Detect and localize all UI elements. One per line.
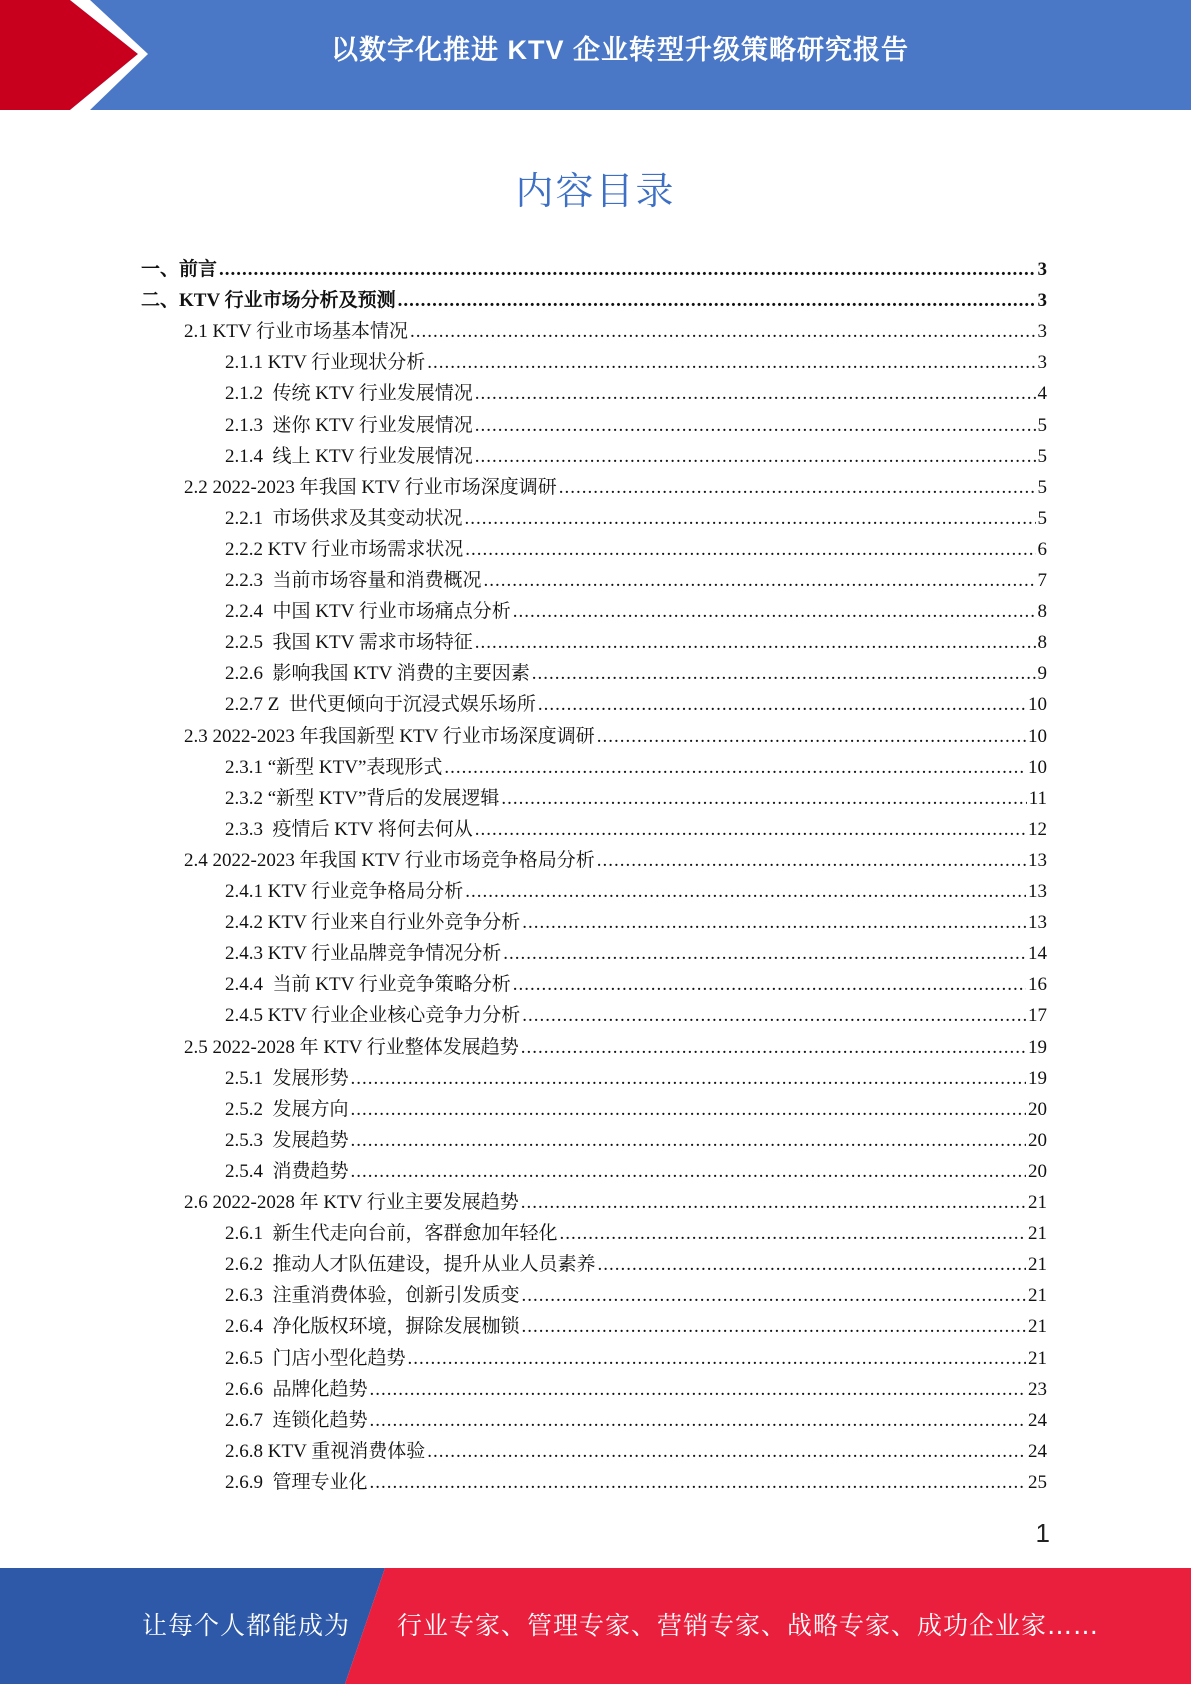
- toc-entry-page: 11: [1028, 788, 1047, 809]
- toc-dot-leader: [475, 410, 1036, 441]
- toc-dot-leader: [427, 347, 1035, 378]
- toc-entry-label: 2.6.3 注重消费体验，创新引发质变: [225, 1285, 520, 1306]
- toc-entry-label: 2.3.1 “新型 KTV”表现形式: [225, 757, 443, 778]
- toc-dot-leader: [521, 1187, 1026, 1218]
- toc-entry-page: 19: [1028, 1068, 1047, 1089]
- toc-entry-label: 二、KTV 行业市场分析及预测: [141, 290, 396, 311]
- toc-entry-label: 2.2 2022-2023 年我国 KTV 行业市场深度调研: [184, 477, 557, 498]
- toc-entry-page: 5: [1037, 446, 1047, 467]
- toc-entry-label: 2.5.3 发展趋势: [225, 1130, 349, 1151]
- toc-entry-label: 2.2.1 市场供求及其变动状况: [225, 508, 463, 529]
- toc-entry[interactable]: [225, 1467, 1047, 1498]
- toc-entry-label: 2.1.1 KTV 行业现状分析: [225, 352, 426, 373]
- toc-dot-leader: [351, 1063, 1026, 1094]
- toc-entry[interactable]: [225, 1374, 1047, 1405]
- toc-entry-page: 3: [1037, 321, 1047, 342]
- toc-dot-leader: [475, 814, 1026, 845]
- toc-entry[interactable]: [225, 876, 1047, 907]
- toc-entry-page: 3: [1037, 290, 1047, 311]
- toc-entry-page: 20: [1028, 1130, 1047, 1151]
- toc-entry-label: 2.5.1 发展形势: [225, 1068, 349, 1089]
- toc-dot-leader: [501, 783, 1026, 814]
- toc-entry-page: 4: [1037, 383, 1047, 404]
- toc-dot-leader: [410, 316, 1036, 347]
- toc-entry-page: 3: [1037, 259, 1047, 280]
- toc-dot-leader: [597, 845, 1026, 876]
- toc-entry-page: 10: [1028, 726, 1047, 747]
- toc-entry[interactable]: [225, 1436, 1047, 1467]
- toc-entry[interactable]: [184, 1187, 1047, 1218]
- toc-entry-label: 2.6.2 推动人才队伍建设，提升从业人员素养: [225, 1254, 596, 1275]
- toc-entry-page: 10: [1028, 694, 1047, 715]
- toc-entry-page: 6: [1037, 539, 1047, 560]
- toc-dot-leader: [219, 254, 1035, 285]
- toc-entry[interactable]: [225, 565, 1047, 596]
- toc-entry-page: 17: [1028, 1005, 1047, 1026]
- toc-entry-label: 2.4.2 KTV 行业来自行业外竞争分析: [225, 912, 521, 933]
- toc-dot-leader: [559, 472, 1036, 503]
- toc-entry-page: 5: [1037, 477, 1047, 498]
- toc-entry-page: 21: [1028, 1254, 1047, 1275]
- toc-entry-label: 2.4.5 KTV 行业企业核心竞争力分析: [225, 1005, 521, 1026]
- toc-entry[interactable]: [225, 596, 1047, 627]
- toc-entry-label: 2.6.9 管理专业化: [225, 1472, 368, 1493]
- toc-entry-label: 2.5 2022-2028 年 KTV 行业整体发展趋势: [184, 1037, 519, 1058]
- toc-entry-label: 2.2.5 我国 KTV 需求市场特征: [225, 632, 473, 653]
- toc-dot-leader: [503, 938, 1026, 969]
- toc-dot-leader: [465, 503, 1036, 534]
- toc-dot-leader: [351, 1156, 1026, 1187]
- header-chevron-logo: [0, 0, 150, 110]
- toc-entry-page: 5: [1037, 508, 1047, 529]
- toc-entry-page: 21: [1028, 1192, 1047, 1213]
- toc-dot-leader: [475, 441, 1036, 472]
- toc-entry-label: 2.4.3 KTV 行业品牌竞争情况分析: [225, 943, 502, 964]
- toc-entry[interactable]: [225, 1311, 1047, 1342]
- toc-entry-label: 2.1 KTV 行业市场基本情况: [184, 321, 408, 342]
- toc-entry[interactable]: [225, 752, 1047, 783]
- toc-entry[interactable]: [225, 1343, 1047, 1374]
- toc-entry-page: 12: [1028, 819, 1047, 840]
- toc-entry[interactable]: [184, 1032, 1047, 1063]
- toc-entry-page: 9: [1037, 663, 1047, 684]
- toc-entry-label: 2.3.3 疫情后 KTV 将何去何从: [225, 819, 473, 840]
- toc-entry-page: 21: [1028, 1316, 1047, 1337]
- toc-dot-leader: [370, 1405, 1026, 1436]
- toc-entry-page: 20: [1028, 1161, 1047, 1182]
- toc-entry[interactable]: [225, 347, 1047, 378]
- toc-entry[interactable]: [225, 783, 1047, 814]
- toc-entry-page: 13: [1028, 912, 1047, 933]
- toc-entry-label: 2.2.2 KTV 行业市场需求状况: [225, 539, 464, 560]
- toc-entry[interactable]: [225, 1405, 1047, 1436]
- toc-entry-label: 2.2.4 中国 KTV 行业市场痛点分析: [225, 601, 511, 622]
- toc-dot-leader: [597, 721, 1026, 752]
- toc-entry-page: 8: [1037, 632, 1047, 653]
- toc-entry-page: 5: [1037, 415, 1047, 436]
- toc-entry[interactable]: [225, 627, 1047, 658]
- toc-entry-label: 2.6.1 新生代走向台前，客群愈加年轻化: [225, 1223, 558, 1244]
- toc-entry-page: 8: [1037, 601, 1047, 622]
- toc-dot-leader: [408, 1343, 1026, 1374]
- toc-entry-label: 2.1.4 线上 KTV 行业发展情况: [225, 446, 473, 467]
- toc-entry[interactable]: [225, 689, 1047, 720]
- toc-entry-page: 3: [1037, 352, 1047, 373]
- toc-entry-page: 13: [1028, 881, 1047, 902]
- toc-dot-leader: [475, 627, 1036, 658]
- toc-dot-leader: [521, 1032, 1026, 1063]
- toc-dot-leader: [475, 378, 1036, 409]
- toc-dot-leader: [598, 1249, 1026, 1280]
- toc-entry-page: 25: [1028, 1472, 1047, 1493]
- toc-entry[interactable]: [225, 534, 1047, 565]
- header-banner: [0, 0, 1191, 110]
- toc-entry-label: 2.6.6 品牌化趋势: [225, 1379, 368, 1400]
- toc-entry-page: 23: [1028, 1379, 1047, 1400]
- toc-entry-label: 2.2.6 影响我国 KTV 消费的主要因素: [225, 663, 530, 684]
- toc-entry-page: 20: [1028, 1099, 1047, 1120]
- toc-dot-leader: [522, 907, 1026, 938]
- toc-entry-label: 2.2.7 Z 世代更倾向于沉浸式娱乐场所: [225, 694, 536, 715]
- toc-entry-label: 2.3.2 “新型 KTV”背后的发展逻辑: [225, 788, 500, 809]
- toc-entry-page: 24: [1028, 1410, 1047, 1431]
- toc-entry[interactable]: [184, 845, 1047, 876]
- toc-dot-leader: [538, 689, 1026, 720]
- toc-entry-label: 2.6.8 KTV 重视消费体验: [225, 1441, 426, 1462]
- toc-entry[interactable]: [225, 378, 1047, 409]
- toc-entry-label: 2.5.2 发展方向: [225, 1099, 349, 1120]
- toc-entry-page: 21: [1028, 1223, 1047, 1244]
- toc-dot-leader: [370, 1374, 1026, 1405]
- toc-dot-leader: [427, 1436, 1026, 1467]
- toc-dot-leader: [465, 876, 1026, 907]
- footer-slogan-right: 行业专家、管理专家、营销专家、战略专家、成功企业家……: [397, 1611, 1100, 1640]
- toc-dot-leader: [513, 596, 1036, 627]
- toc-entry[interactable]: [225, 503, 1047, 534]
- toc-entry-label: 2.6 2022-2028 年 KTV 行业主要发展趋势: [184, 1192, 519, 1213]
- toc-entry-label: 2.4.1 KTV 行业竞争格局分析: [225, 881, 464, 902]
- toc-dot-leader: [465, 534, 1035, 565]
- toc-entry[interactable]: [184, 472, 1047, 503]
- toc-dot-leader: [522, 1000, 1026, 1031]
- toc-dot-leader: [484, 565, 1036, 596]
- toc-entry[interactable]: [225, 1249, 1047, 1280]
- toc-entry-page: 13: [1028, 850, 1047, 871]
- toc-entry[interactable]: [225, 410, 1047, 441]
- toc-entry-label: 2.4 2022-2023 年我国 KTV 行业市场竞争格局分析: [184, 850, 595, 871]
- toc-entry-label: 2.6.5 门店小型化趋势: [225, 1348, 406, 1369]
- toc-entry[interactable]: [225, 1218, 1047, 1249]
- toc-entry-label: 2.1.2 传统 KTV 行业发展情况: [225, 383, 473, 404]
- toc-entry[interactable]: [225, 907, 1047, 938]
- toc-entry-label: 2.6.4 净化版权环境，摒除发展枷锁: [225, 1316, 520, 1337]
- toc-entry-page: 10: [1028, 757, 1047, 778]
- toc-entry[interactable]: [184, 721, 1047, 752]
- toc-entry-label: 2.6.7 连锁化趋势: [225, 1410, 368, 1431]
- toc-dot-leader: [532, 658, 1036, 689]
- toc-entry-label: 2.3 2022-2023 年我国新型 KTV 行业市场深度调研: [184, 726, 595, 747]
- toc-entry[interactable]: [225, 1063, 1047, 1094]
- toc-dot-leader: [351, 1094, 1026, 1125]
- toc-entry-page: 24: [1028, 1441, 1047, 1462]
- toc-entry[interactable]: [225, 938, 1047, 969]
- toc-entry[interactable]: [141, 285, 1047, 316]
- footer-banner: [0, 1568, 1191, 1684]
- toc-heading: 内容目录: [515, 169, 676, 213]
- toc-entry[interactable]: [225, 441, 1047, 472]
- toc-entry-label: 2.5.4 消费趋势: [225, 1161, 349, 1182]
- page-number: 1: [1035, 1518, 1050, 1548]
- toc-dot-leader: [398, 285, 1036, 316]
- toc-entry-page: 21: [1028, 1348, 1047, 1369]
- toc-entry-label: 2.2.3 当前市场容量和消费概况: [225, 570, 482, 591]
- toc-entry-label: 2.4.4 当前 KTV 行业竞争策略分析: [225, 974, 511, 995]
- toc-entry[interactable]: [225, 1280, 1047, 1311]
- toc-dot-leader: [444, 752, 1026, 783]
- toc-entry-page: 21: [1028, 1285, 1047, 1306]
- toc-entry[interactable]: [225, 1125, 1047, 1156]
- toc-entry-page: 19: [1028, 1037, 1047, 1058]
- report-title: 以数字化推进 KTV 企业转型升级策略研究报告: [330, 35, 909, 65]
- toc-dot-leader: [560, 1218, 1026, 1249]
- toc-entry[interactable]: [184, 316, 1047, 347]
- toc-entry-label: 一、前言: [141, 259, 218, 280]
- toc-dot-leader: [522, 1311, 1026, 1342]
- toc-entry[interactable]: [225, 969, 1047, 1000]
- toc-entry-page: 16: [1028, 974, 1047, 995]
- toc-entry[interactable]: [225, 658, 1047, 689]
- toc-entry[interactable]: [141, 254, 1047, 285]
- toc-entry[interactable]: [225, 1094, 1047, 1125]
- toc-entry[interactable]: [225, 814, 1047, 845]
- toc-entry-page: 7: [1037, 570, 1047, 591]
- toc-dot-leader: [351, 1125, 1026, 1156]
- toc-dot-leader: [370, 1467, 1026, 1498]
- toc-entry[interactable]: [225, 1000, 1047, 1031]
- toc-entry-page: 14: [1028, 943, 1047, 964]
- toc-dot-leader: [513, 969, 1026, 1000]
- toc-entry[interactable]: [225, 1156, 1047, 1187]
- footer-slogan-left: 让每个人都能成为: [142, 1611, 351, 1640]
- toc-entry-label: 2.1.3 迷你 KTV 行业发展情况: [225, 415, 473, 436]
- toc-dot-leader: [522, 1280, 1026, 1311]
